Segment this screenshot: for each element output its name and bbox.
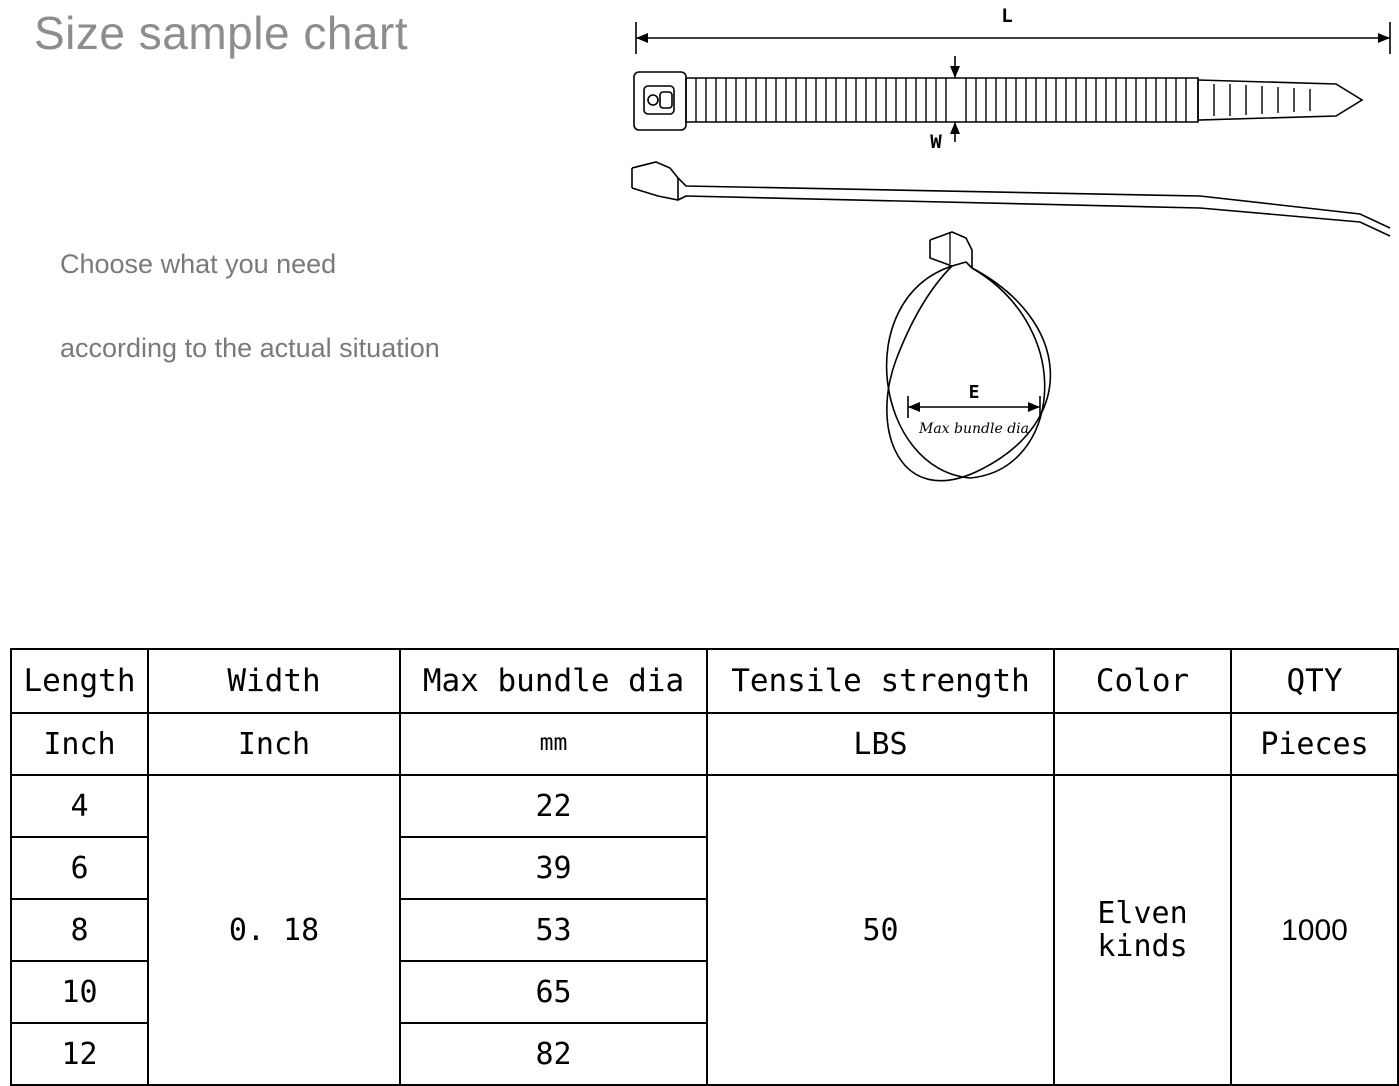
label-e: E: [968, 382, 980, 403]
cell-bundle-dia: 82: [400, 1023, 707, 1085]
cell-length: 6: [11, 837, 148, 899]
header-length: Length: [11, 649, 148, 713]
unit-length: Inch: [11, 713, 148, 775]
unit-tensile-strength: LBS: [707, 713, 1054, 775]
unit-width: Inch: [148, 713, 400, 775]
label-length: L: [1001, 5, 1013, 27]
unit-qty: Pieces: [1231, 713, 1398, 775]
header-width: Width: [148, 649, 400, 713]
table-row: [11, 775, 1398, 837]
cell-length: 4: [11, 775, 148, 837]
cable-tie-diagram: [600, 0, 1399, 520]
cell-color-merged: Elven kinds: [1054, 775, 1231, 1085]
cell-length: 10: [11, 961, 148, 1023]
cell-qty-merged: 1000: [1231, 775, 1398, 1085]
cell-length: 12: [11, 1023, 148, 1085]
cell-width-merged: 0. 18: [148, 775, 400, 1085]
cell-bundle-dia: 53: [400, 899, 707, 961]
label-width: W: [930, 131, 942, 153]
subtitle-line-1: Choose what you need: [60, 249, 337, 279]
spec-table-container: [10, 648, 1389, 1086]
table-header-row: [11, 649, 1398, 713]
header-qty: QTY: [1231, 649, 1398, 713]
header-max-bundle-dia: Max bundle dia: [400, 649, 707, 713]
header-tensile-strength: Tensile strength: [707, 649, 1054, 713]
page-title: Size sample chart: [34, 7, 409, 59]
header-color: Color: [1054, 649, 1231, 713]
cell-tensile-merged: 50: [707, 775, 1054, 1085]
unit-max-bundle-dia: mm: [400, 713, 707, 775]
subtitle-line-2: according to the actual situation: [60, 333, 440, 363]
cell-length: 8: [11, 899, 148, 961]
cell-bundle-dia: 39: [400, 837, 707, 899]
cell-bundle-dia: 65: [400, 961, 707, 1023]
label-e-caption: Max bundle dia: [919, 421, 1029, 437]
unit-color: [1054, 713, 1231, 775]
table-units-row: [11, 713, 1398, 775]
spec-table: [10, 648, 1399, 1086]
cell-bundle-dia: 22: [400, 775, 707, 837]
